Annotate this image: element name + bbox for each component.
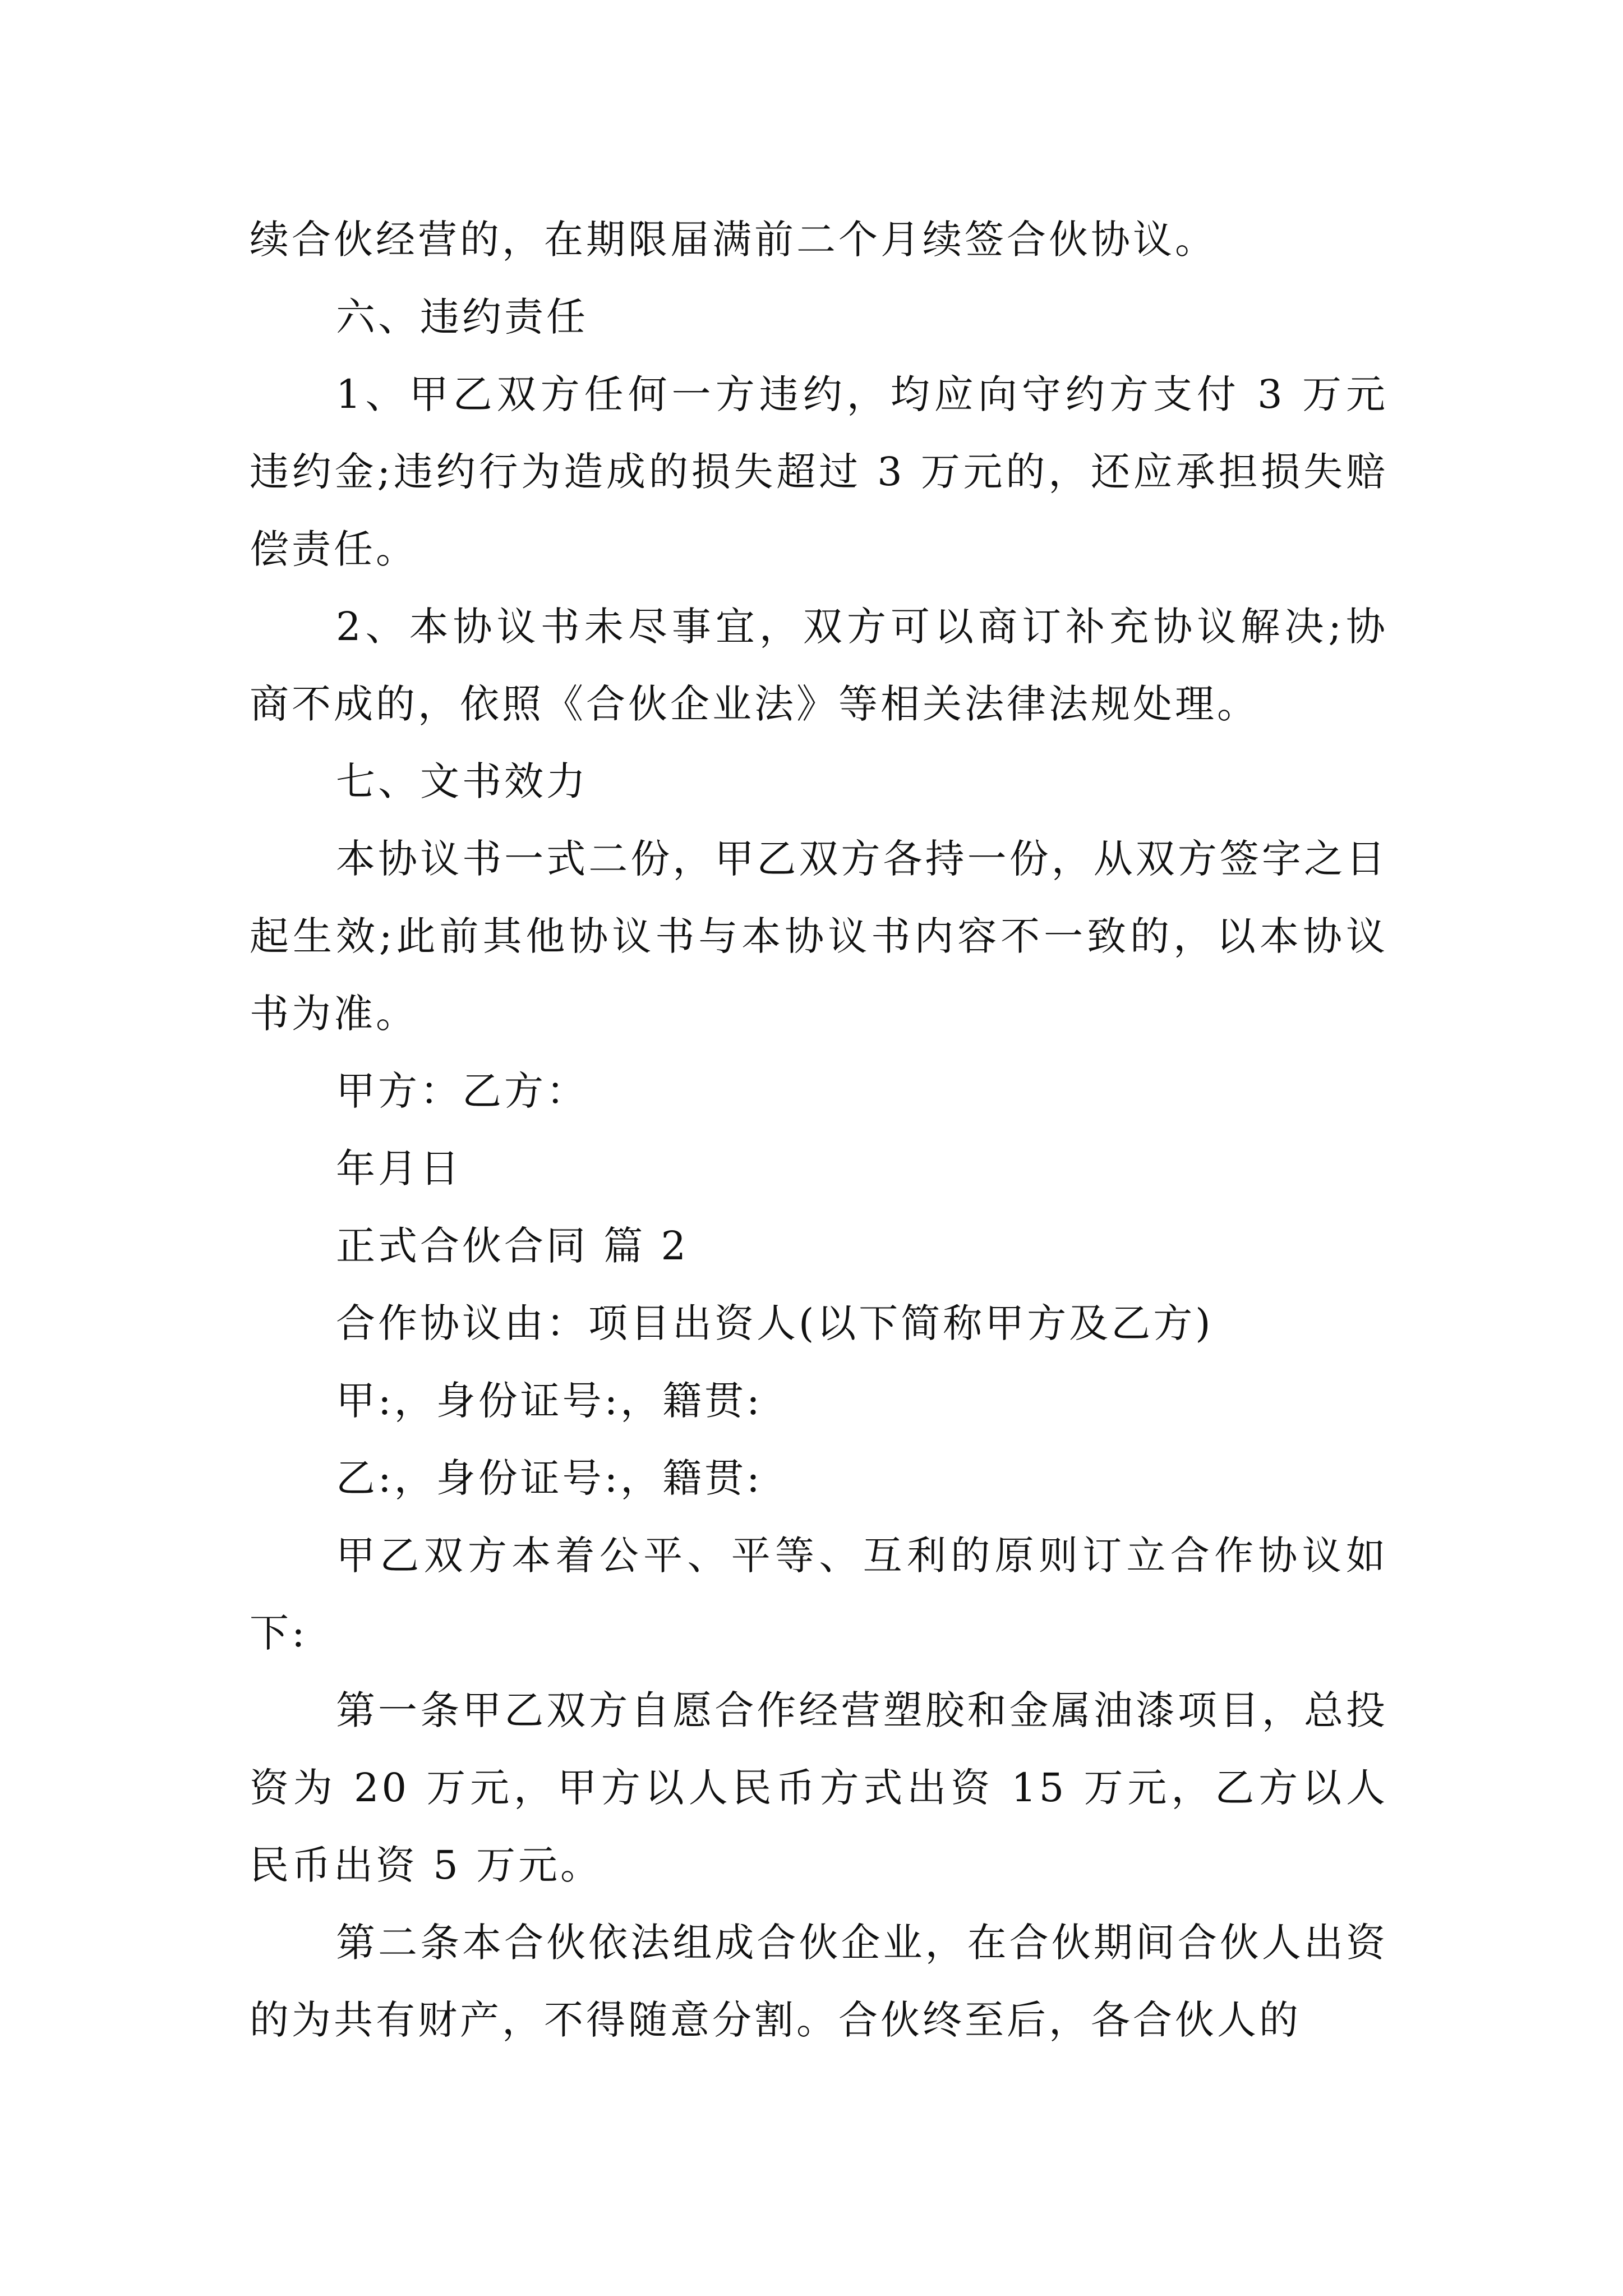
clause-breach-penalty: 1、甲乙双方任何一方违约，均应向守约方支付 3 万元违约金;违约行为造成的损失超过 3 万元的，还应承担损失赔偿责任。 — [250, 371, 1388, 572]
contract-title-part-2: 正式合伙合同 篇 2 — [336, 1223, 689, 1269]
agreement-principles: 甲乙双方本着公平、平等、互利的原则订立合作协议如下: — [250, 1533, 1388, 1656]
section-heading-breach-liability: 六、违约责任 — [336, 294, 588, 340]
article-1-investment: 第一条甲乙双方自愿合作经营塑胶和金属油漆项目，总投资为 20 万元，甲方以人民币方式出资 15 万元，乙方以人民币出资 5 万元。 — [250, 1687, 1388, 1888]
party-b-info-line: 乙:，身份证号:，籍贯: — [336, 1455, 763, 1501]
signature-parties-line: 甲方：乙方： — [336, 1068, 588, 1114]
document-page — [250, 201, 1388, 2059]
clause-supplementary-agreement: 2、本协议书未尽事宜，双方可以商订补充协议解决;协商不成的，依照《合伙企业法》等相关法律法规处理。 — [250, 604, 1388, 727]
agreement-parties-intro: 合作协议由：项目出资人(以下简称甲方及乙方) — [336, 1300, 1214, 1346]
article-2-partnership-property: 第二条本合伙依法组成合伙企业，在合伙期间合伙人出资的为共有财产，不得随意分割。合伙终至后，各合伙人的 — [250, 1920, 1388, 2043]
signature-date-line: 年月日 — [336, 1145, 462, 1191]
clause-document-copies: 本协议书一式二份，甲乙双方各持一份，从双方签字之日起生效;此前其他协议书与本协议书内容不一致的，以本协议书为准。 — [250, 836, 1388, 1037]
party-a-info-line: 甲:，身份证号:，籍贯: — [336, 1378, 763, 1424]
paragraph-continuation: 续合伙经营的，在期限届满前二个月续签合伙协议。 — [250, 217, 1217, 263]
section-heading-document-validity: 七、文书效力 — [336, 758, 588, 804]
